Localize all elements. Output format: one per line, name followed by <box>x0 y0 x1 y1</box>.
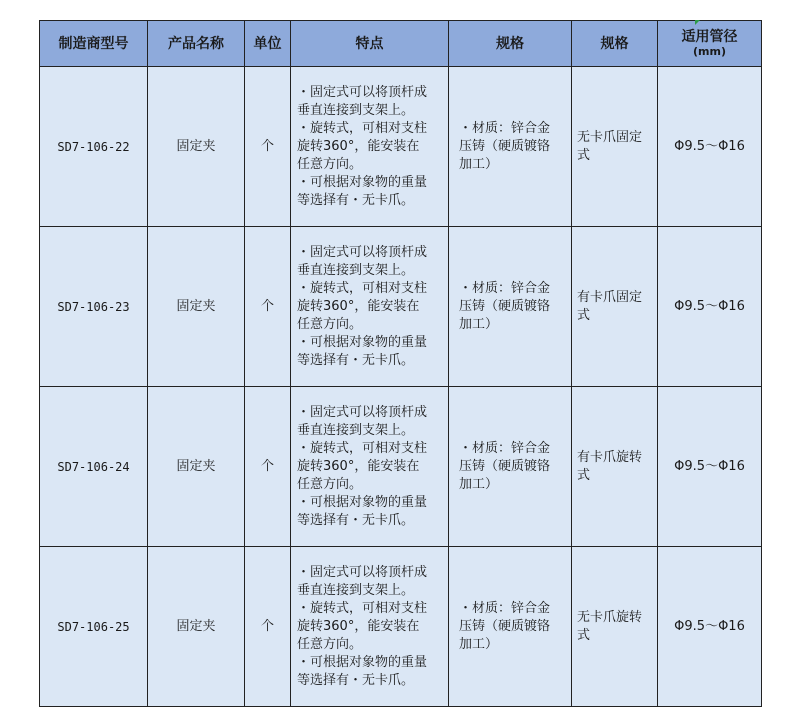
cell-material-line: ・材质：锌合金 <box>459 440 551 456</box>
cell-features-line: 旋转360°，能安装在 <box>297 618 420 634</box>
cell-features-line: 等选择有・无卡爪。 <box>297 512 415 528</box>
cell-product-name: 固定夹 <box>148 227 245 387</box>
cell-material <box>449 387 572 547</box>
cell-material-line: ・材质：锌合金 <box>459 280 551 296</box>
cell-pipe-diameter: Φ9.5～Φ16 <box>658 227 762 387</box>
cell-unit: 个 <box>245 387 291 547</box>
cell-spec-type-line: 有卡爪固定 <box>577 289 643 305</box>
cell-features-line: ・固定式可以将顶杆成 <box>297 564 428 580</box>
header-spec-2: 规格 <box>572 21 658 67</box>
cell-material-line: 加工） <box>459 156 499 172</box>
cell-features-line: 等选择有・无卡爪。 <box>297 672 415 688</box>
cell-pipe-diameter: Φ9.5～Φ16 <box>658 547 762 707</box>
cell-features <box>291 547 449 707</box>
cell-unit: 个 <box>245 67 291 227</box>
cell-features <box>291 67 449 227</box>
cell-material <box>449 67 572 227</box>
cell-material-line: 压铸（硬质镀铬 <box>459 618 551 634</box>
cell-product-name: 固定夹 <box>148 547 245 707</box>
cell-features-line: ・固定式可以将顶杆成 <box>297 244 428 260</box>
cell-spec-type-line: 无卡爪固定 <box>577 129 643 145</box>
cell-material <box>449 227 572 387</box>
cell-spec-type <box>572 547 658 707</box>
header-product-name: 产品名称 <box>148 21 245 67</box>
cell-material-line: 加工） <box>459 476 499 492</box>
cell-model: SD7-106-24 <box>40 387 148 547</box>
cell-features-line: ・可根据对象物的重量 <box>297 494 428 510</box>
cell-product-name: 固定夹 <box>148 67 245 227</box>
cell-material-line: 加工） <box>459 316 499 332</box>
cell-features-line: 任意方向。 <box>297 476 363 492</box>
table-header-row <box>40 21 762 67</box>
cell-features-line: 任意方向。 <box>297 636 363 652</box>
cell-spec-type <box>572 387 658 547</box>
cell-features-line: ・旋转式，可相对支柱 <box>297 440 428 456</box>
cell-features-line: 旋转360°，能安装在 <box>297 298 420 314</box>
cell-product-name: 固定夹 <box>148 387 245 547</box>
cell-features-line: ・固定式可以将顶杆成 <box>297 404 428 420</box>
cell-features-line: 垂直连接到支架上。 <box>297 582 415 598</box>
cell-features-line: 旋转360°，能安装在 <box>297 458 420 474</box>
table-row <box>40 227 762 387</box>
cell-model: SD7-106-25 <box>40 547 148 707</box>
cell-unit: 个 <box>245 227 291 387</box>
cell-spec-type-line: 式 <box>577 627 591 643</box>
header-features: 特点 <box>291 21 449 67</box>
header-pipe-diameter-unit: (mm) <box>693 45 726 58</box>
cell-spec-type-line: 无卡爪旋转 <box>577 609 643 625</box>
cell-unit: 个 <box>245 547 291 707</box>
cell-features-line: 等选择有・无卡爪。 <box>297 352 415 368</box>
cell-features-line: 旋转360°，能安装在 <box>297 138 420 154</box>
cell-comment-marker-icon <box>695 20 700 25</box>
product-spec-table <box>39 20 762 707</box>
cell-spec-type <box>572 227 658 387</box>
cell-features-line: 垂直连接到支架上。 <box>297 102 415 118</box>
cell-spec-type <box>572 67 658 227</box>
cell-pipe-diameter: Φ9.5～Φ16 <box>658 387 762 547</box>
spec-sheet <box>39 20 761 707</box>
table-body <box>40 67 762 707</box>
cell-material-line: 压铸（硬质镀铬 <box>459 138 551 154</box>
cell-features-line: ・可根据对象物的重量 <box>297 334 428 350</box>
cell-material-line: ・材质：锌合金 <box>459 600 551 616</box>
cell-features <box>291 227 449 387</box>
cell-spec-type-line: 式 <box>577 147 591 163</box>
cell-model: SD7-106-23 <box>40 227 148 387</box>
cell-material-line: ・材质：锌合金 <box>459 120 551 136</box>
cell-features-line: 任意方向。 <box>297 156 363 172</box>
cell-pipe-diameter: Φ9.5～Φ16 <box>658 67 762 227</box>
cell-spec-type-line: 式 <box>577 307 591 323</box>
cell-features-line: 垂直连接到支架上。 <box>297 262 415 278</box>
table-row <box>40 67 762 227</box>
header-unit: 单位 <box>245 21 291 67</box>
table-row <box>40 547 762 707</box>
table-row <box>40 387 762 547</box>
cell-material-line: 压铸（硬质镀铬 <box>459 458 551 474</box>
cell-spec-type-line: 式 <box>577 467 591 483</box>
header-pipe-diameter-label: 适用管径 <box>681 29 738 45</box>
cell-model: SD7-106-22 <box>40 67 148 227</box>
cell-features-line: ・旋转式，可相对支柱 <box>297 600 428 616</box>
cell-features-line: 任意方向。 <box>297 316 363 332</box>
cell-features-line: ・可根据对象物的重量 <box>297 174 428 190</box>
cell-features-line: 垂直连接到支架上。 <box>297 422 415 438</box>
cell-features-line: ・固定式可以将顶杆成 <box>297 84 428 100</box>
cell-features-line: ・可根据对象物的重量 <box>297 654 428 670</box>
cell-material-line: 加工） <box>459 636 499 652</box>
header-spec-1: 规格 <box>449 21 572 67</box>
header-model: 制造商型号 <box>40 21 148 67</box>
cell-material-line: 压铸（硬质镀铬 <box>459 298 551 314</box>
cell-features-line: 等选择有・无卡爪。 <box>297 192 415 208</box>
header-pipe-diameter <box>658 21 762 67</box>
cell-features-line: ・旋转式，可相对支柱 <box>297 120 428 136</box>
cell-material <box>449 547 572 707</box>
cell-features <box>291 387 449 547</box>
cell-features-line: ・旋转式，可相对支柱 <box>297 280 428 296</box>
cell-spec-type-line: 有卡爪旋转 <box>577 449 643 465</box>
